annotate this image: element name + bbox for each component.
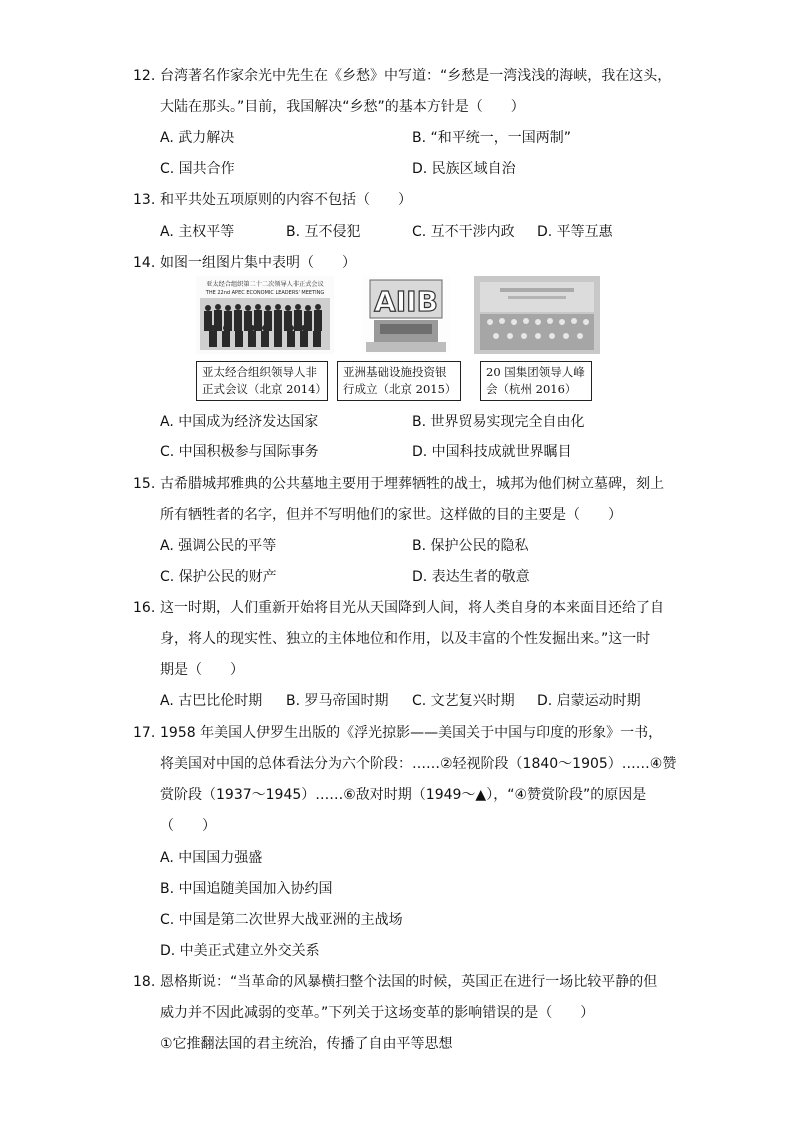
question-17-option-a[interactable]: A. 中国国力强盛 bbox=[160, 850, 263, 866]
question-12-option-d[interactable]: D. 民族区域自治 bbox=[412, 161, 516, 177]
question-15-option-b[interactable]: B. 保护公民的隐私 bbox=[412, 538, 529, 554]
question-13-stem-line-1: 和平共处五项原则的内容不包括（ ） bbox=[160, 192, 412, 208]
aiib-logo-text: AIIB bbox=[374, 285, 438, 318]
question-14-option-c[interactable]: C. 中国积极参与国际事务 bbox=[160, 444, 319, 460]
question-15-number: 15. bbox=[133, 476, 156, 492]
question-17-stem-line-3: 赏阶段（1937～1945）……⑥敌对时期（1949～▲），“④赞赏阶段”的原因是 bbox=[160, 787, 647, 803]
question-17-stem-line-1: 1958 年美国人伊罗生出版的《浮光掠影——美国关于中国与印度的形象》一书， bbox=[160, 725, 663, 741]
question-17-stem-line-4: （ ） bbox=[160, 818, 216, 834]
question-16-stem-line-3: 期是（ ） bbox=[160, 662, 244, 678]
question-16-option-d[interactable]: D. 启蒙运动时期 bbox=[537, 693, 641, 709]
question-18-stem-line-3: ①它推翻法国的君主统治，传播了自由平等思想 bbox=[160, 1036, 453, 1052]
question-14-option-d[interactable]: D. 中国科技成就世界瞩目 bbox=[412, 444, 572, 460]
question-18-stem-line-1: 恩格斯说：“当革命的风暴横扫整个法国的时候，英国正在进行一场比较平静的但 bbox=[160, 974, 658, 990]
question-12-option-a[interactable]: A. 武力解决 bbox=[160, 130, 235, 146]
question-12-number: 12. bbox=[133, 68, 156, 84]
question-17-number: 17. bbox=[133, 725, 156, 741]
question-18-number: 18. bbox=[133, 974, 156, 990]
apec-banner-chinese: 亚太经合组织第二十二次领导人非正式会议 bbox=[206, 281, 324, 288]
aiib-photo bbox=[362, 276, 450, 354]
question-16-option-c[interactable]: C. 文艺复兴时期 bbox=[412, 693, 515, 709]
question-13-option-d[interactable]: D. 平等互惠 bbox=[537, 224, 613, 240]
question-15-stem-line-2: 所有牺牲者的名字，但并不写明他们的家世。这样做的目的主要是（ ） bbox=[160, 507, 622, 523]
question-15-option-d[interactable]: D. 表达生者的敬意 bbox=[412, 569, 530, 585]
question-16-option-a[interactable]: A. 古巴比伦时期 bbox=[160, 693, 263, 709]
apec-meeting-photo bbox=[196, 276, 334, 354]
question-15-stem-line-1: 古希腊城邦雅典的公共墓地主要用于埋葬牺牲的战士，城邦为他们树立墓碑，刻上 bbox=[160, 476, 664, 492]
question-18-stem-line-2: 威力并不因此减弱的变革。”下列关于这场变革的影响错误的是（ ） bbox=[160, 1005, 595, 1021]
question-17-option-c[interactable]: C. 中国是第二次世界大战亚洲的主战场 bbox=[160, 912, 403, 928]
question-17-option-b[interactable]: B. 中国追随美国加入协约国 bbox=[160, 881, 333, 897]
question-17-option-d[interactable]: D. 中美正式建立外交关系 bbox=[160, 943, 320, 959]
question-15-option-c[interactable]: C. 保护公民的财产 bbox=[160, 569, 277, 585]
question-13-option-a[interactable]: A. 主权平等 bbox=[160, 224, 235, 240]
question-12-stem-line-2: 大陆在那头。”目前，我国解决“乡愁”的基本方针是（ ） bbox=[160, 99, 525, 115]
apec-caption: 亚太经合组织领导人非正式会议（北京 2014） bbox=[196, 361, 328, 401]
question-12-option-b[interactable]: B. “和平统一，一国两制” bbox=[412, 130, 572, 146]
question-17-stem-line-2: 将美国对中国的总体看法分为六个阶段：……②轻视阶段（1840～1905）……④赞 bbox=[160, 756, 677, 772]
question-16-stem-line-1: 这一时期，人们重新开始将目光从天国降到人间，将人类自身的本来面目还给了自 bbox=[160, 600, 664, 616]
question-12-stem-line-1: 台湾著名作家余光中先生在《乡愁》中写道：“乡愁是一湾浅浅的海峡，我在这头， bbox=[160, 68, 672, 84]
g20-summit-photo bbox=[474, 276, 600, 354]
apec-banner-english: THE 22nd APEC ECONOMIC LEADERS' MEETING bbox=[205, 290, 325, 296]
aiib-caption: 亚洲基础设施投资银行成立（北京 2015） bbox=[337, 361, 461, 401]
g20-caption: 20 国集团领导人峰会（杭州 2016） bbox=[480, 361, 592, 401]
question-16-stem-line-2: 身，将人的现实性、独立的主体地位和作用，以及丰富的个性发掘出来。”这一时 bbox=[160, 631, 651, 647]
question-14-option-b[interactable]: B. 世界贸易实现完全自由化 bbox=[412, 414, 585, 430]
question-14-stem-line-1: 如图一组图片集中表明（ ） bbox=[160, 255, 356, 271]
question-12-option-c[interactable]: C. 国共合作 bbox=[160, 161, 235, 177]
question-13-number: 13. bbox=[133, 192, 156, 208]
question-13-option-c[interactable]: C. 互不干涉内政 bbox=[412, 224, 515, 240]
question-13-option-b[interactable]: B. 互不侵犯 bbox=[286, 224, 361, 240]
question-14-option-a[interactable]: A. 中国成为经济发达国家 bbox=[160, 414, 319, 430]
question-14-number: 14. bbox=[133, 255, 156, 271]
question-16-number: 16. bbox=[133, 600, 156, 616]
question-15-option-a[interactable]: A. 强调公民的平等 bbox=[160, 538, 277, 554]
question-16-option-b[interactable]: B. 罗马帝国时期 bbox=[286, 693, 389, 709]
